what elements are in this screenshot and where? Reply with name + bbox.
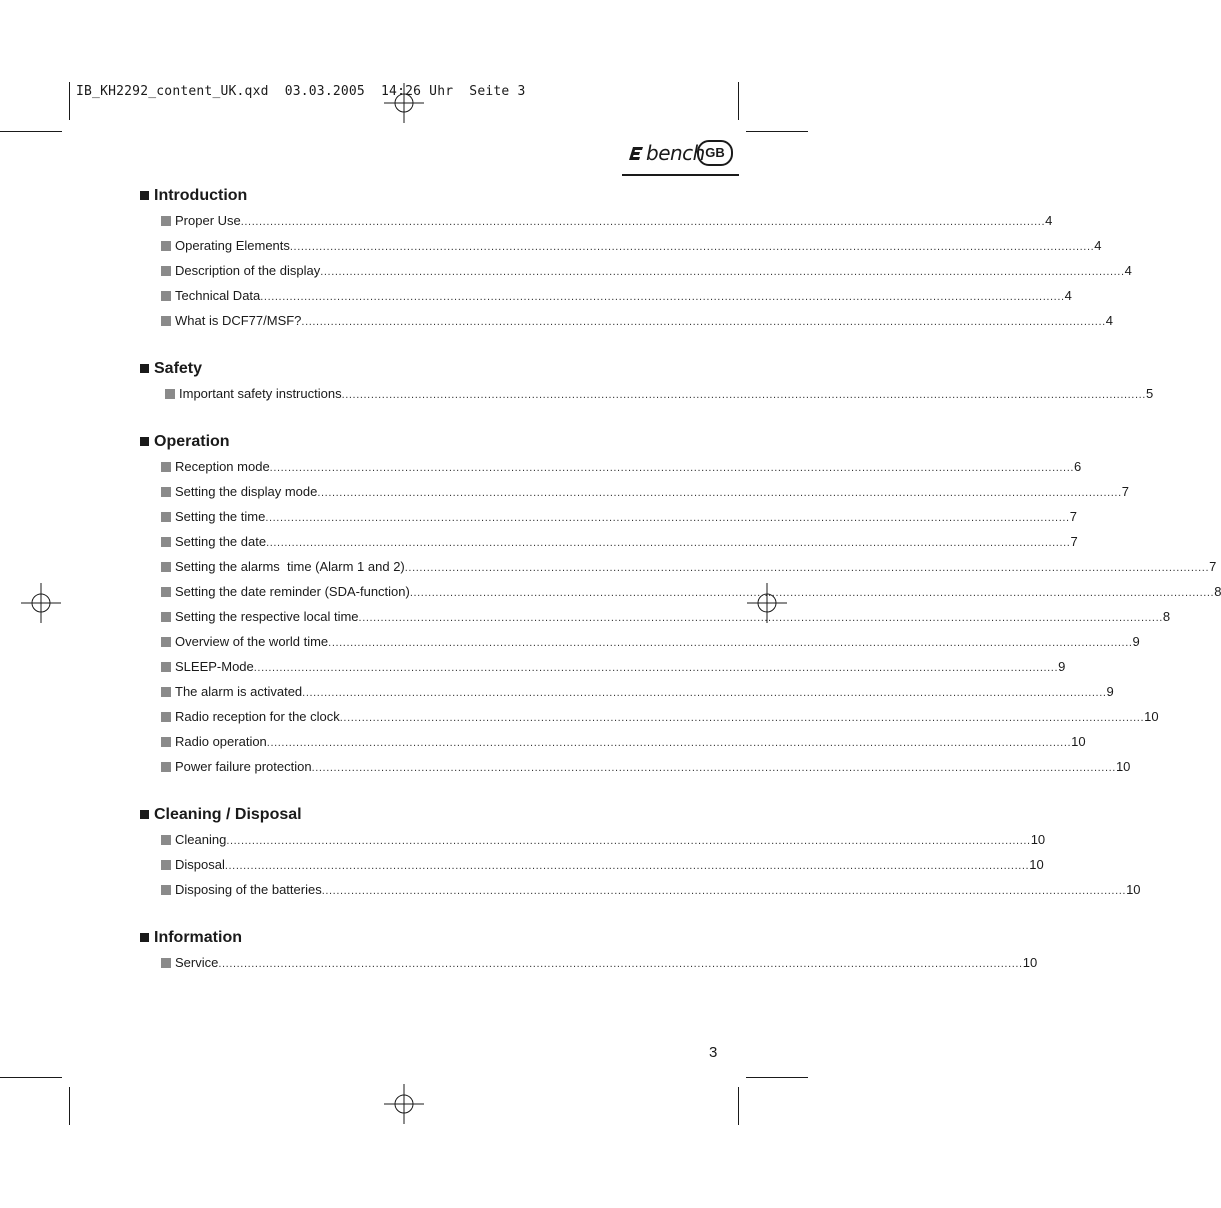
bullet-icon [161,216,171,226]
dot-leader: ............................................................................................................................................................................................................................ [321,885,1127,897]
toc-entry [140,729,1086,754]
toc-entry-label: Setting the respective local time [175,609,359,624]
toc-entry [140,877,1141,902]
toc-entry-page: 10 [1029,857,1044,872]
section-title: Operation [154,433,230,450]
print-slug: IB_KH2292_content_UK.qxd 03.03.2005 14:26 Uhr Seite 3 [76,84,526,99]
bullet-icon [161,835,171,845]
toc-entry-label: Service [175,955,219,970]
toc-entry-label: Proper Use [175,213,241,228]
bullet-icon [161,637,171,647]
toc-entry-label: Disposal [175,857,225,872]
toc-entry [140,381,1154,406]
toc-entry [140,604,1171,629]
toc-entry-label: The alarm is activated [175,684,303,699]
toc-entry-label: Setting the date [175,534,267,549]
dot-leader: ............................................................................................................................................................................................................................ [226,835,1031,847]
toc-entry [140,504,1077,529]
toc-entry-page: 8 [1162,609,1171,624]
toc-entry [140,827,1046,852]
bullet-icon [161,762,171,772]
toc-entry-label: SLEEP-Mode [175,659,254,674]
dot-leader: ............................................................................................................................................................................................................................ [253,662,1059,674]
toc-entry [140,454,1082,479]
dot-leader: ............................................................................................................................................................................................................................ [289,241,1095,253]
toc-entry [140,704,1159,729]
toc-entry [140,554,1217,579]
dot-leader: ............................................................................................................................................................................................................................ [409,587,1215,599]
toc-entry-page: 10 [1126,882,1141,897]
dot-leader: ............................................................................................................................................................................................................................ [301,316,1106,328]
toc-entry [140,629,1140,654]
bullet-icon [165,389,175,399]
bullet-icon [161,885,171,895]
dot-leader: ............................................................................................................................................................................................................................ [265,512,1070,524]
toc-entry-label: Setting the alarms time (Alarm 1 and 2) [175,559,405,574]
crop-mark [746,131,808,132]
toc-entry-label: Reception mode [175,459,270,474]
toc-entry [140,308,1114,333]
bullet-icon [161,687,171,697]
toc-entry-page: 8 [1214,584,1221,599]
toc-entry [140,233,1102,258]
toc-entry-label: Important safety instructions [179,386,342,401]
section-title: Safety [154,360,203,377]
toc-entry-page: 7 [1209,559,1217,574]
toc-entry [140,754,1131,779]
toc-entry-page: 10 [1115,759,1131,774]
dot-leader: ............................................................................................................................................................................................................................ [341,389,1146,401]
language-badge: GB [697,140,733,166]
toc-entry [140,283,1072,308]
bullet-icon [161,241,171,251]
dot-leader: ............................................................................................................................................................................................................................ [260,291,1065,303]
toc-entry-label: Description of the display [175,263,321,278]
toc-entry-label: Overview of the world time [175,634,329,649]
section-title: Introduction [154,187,248,204]
toc-entry [140,579,1221,604]
toc-section-cleaning-disposal [140,802,1141,902]
dot-leader: ............................................................................................................................................................................................................................ [317,487,1122,499]
toc-entry-label: Cleaning [175,832,227,847]
toc-entry-label: Disposing of the batteries [175,882,322,897]
dot-leader: ............................................................................................................................................................................................................................ [266,737,1072,749]
dot-leader: ............................................................................................................................................................................................................................ [311,762,1116,774]
dot-leader: ............................................................................................................................................................................................................................ [269,462,1075,474]
brand-name: bench [646,141,705,165]
brand-logo [626,140,705,166]
toc-entry-label: Radio reception for the clock [175,709,340,724]
toc-entry-page: 4 [1064,288,1072,303]
toc-entry-page: 10 [1030,832,1046,847]
toc-entry [140,950,1038,975]
toc-entry [140,679,1114,704]
page-number: 3 [709,1044,718,1061]
dot-leader: ............................................................................................................................................................................................................................ [339,712,1145,724]
registration-mark-icon [384,1084,424,1124]
brand-e-icon [626,144,646,162]
toc-entry-label: Setting the date reminder (SDA-function) [175,584,410,599]
crop-mark [746,1077,808,1078]
dot-leader: ............................................................................................................................................................................................................................ [328,637,1133,649]
bullet-icon [161,291,171,301]
bullet-icon [161,737,171,747]
toc-entry-page: 9 [1106,684,1114,699]
section-title: Information [154,929,242,946]
toc-entry-label: Setting the display mode [175,484,318,499]
registration-mark-icon [21,583,61,623]
toc-entry-label: Radio operation [175,734,267,749]
toc-entry-page: 4 [1094,238,1102,253]
section-bullet-icon [140,364,149,373]
toc-entry [140,258,1132,283]
toc-entry [140,654,1066,679]
section-bullet-icon [140,933,149,942]
toc-section-operation [140,429,1221,779]
toc-entry-label: What is DCF77/MSF? [175,313,302,328]
toc-section-safety [140,356,1154,406]
toc-entry [140,852,1044,877]
header-rule [622,174,739,176]
toc-entry-page: 4 [1105,313,1114,328]
toc-entry-page: 10 [1144,709,1159,724]
bullet-icon [161,860,171,870]
toc-entry-page: 4 [1124,263,1132,278]
toc-entry-label: Operating Elements [175,238,290,253]
crop-mark [0,131,62,132]
crop-mark [69,82,70,120]
dot-leader: ............................................................................................................................................................................................................................ [358,612,1163,624]
dot-leader: ............................................................................................................................................................................................................................ [224,860,1030,872]
section-bullet-icon [140,810,149,819]
crop-mark [0,1077,62,1078]
toc-entry [140,479,1129,504]
toc-entry-label: Technical Data [175,288,261,303]
toc-section-introduction [140,183,1132,333]
toc-section-information [140,925,1038,975]
bullet-icon [161,958,171,968]
bullet-icon [161,537,171,547]
toc-entry-page: 6 [1074,459,1082,474]
bullet-icon [161,712,171,722]
toc-entry [140,529,1078,554]
dot-leader: ............................................................................................................................................................................................................................ [302,687,1107,699]
bullet-icon [161,512,171,522]
bullet-icon [161,662,171,672]
dot-leader: ............................................................................................................................................................................................................................ [320,266,1125,278]
dot-leader: ............................................................................................................................................................................................................................ [218,958,1023,970]
toc-entry [140,208,1053,233]
section-title: Cleaning / Disposal [154,806,302,823]
table-of-contents [140,183,1221,998]
bullet-icon [161,562,171,572]
toc-entry-label: Power failure protection [175,759,312,774]
dot-leader: ............................................................................................................................................................................................................................ [404,562,1210,574]
toc-entry-page: 10 [1022,955,1038,970]
bullet-icon [161,587,171,597]
toc-entry-page: 5 [1145,386,1154,401]
bullet-icon [161,316,171,326]
crop-mark [738,1087,739,1125]
dot-leader: ............................................................................................................................................................................................................................ [266,537,1071,549]
toc-entry-page: 9 [1132,634,1140,649]
toc-entry-page: 7 [1121,484,1129,499]
toc-entry-page: 9 [1058,659,1066,674]
toc-entry-page: 10 [1071,734,1086,749]
crop-mark [69,1087,70,1125]
toc-entry-page: 7 [1069,509,1077,524]
bullet-icon [161,266,171,276]
section-bullet-icon [140,191,149,200]
bullet-icon [161,487,171,497]
dot-leader: ............................................................................................................................................................................................................................ [240,216,1046,228]
bullet-icon [161,612,171,622]
section-bullet-icon [140,437,149,446]
toc-entry-page: 7 [1070,534,1078,549]
toc-entry-label: Setting the time [175,509,266,524]
crop-mark [738,82,739,120]
toc-entry-page: 4 [1045,213,1053,228]
bullet-icon [161,462,171,472]
